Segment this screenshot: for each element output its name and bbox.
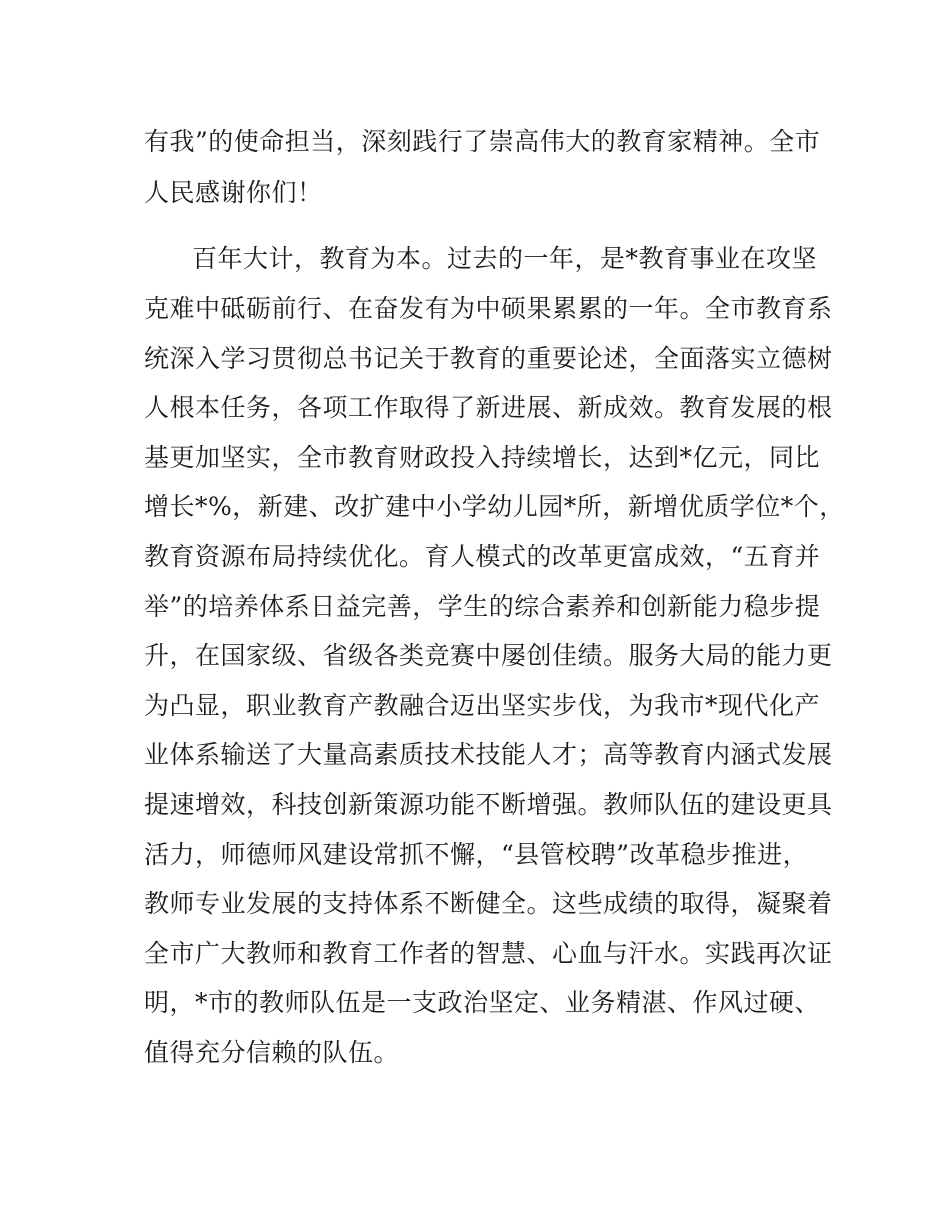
text-line: 提速增效，科技创新策源功能不断增强。教师队伍的建设更具 <box>144 790 833 819</box>
text-line: 人根本任务，各项工作取得了新进展、新成效。教育发展的根 <box>144 393 833 422</box>
text-line: 人民感谢你们！ <box>144 178 323 207</box>
text-line: 基更加坚实，全市教育财政投入持续增长，达到*亿元，同比 <box>144 443 821 472</box>
text-line: 百年大计，教育为本。过去的一年，是*教育事业在攻坚 <box>192 244 818 273</box>
text-line: 教师专业发展的支持体系不断健全。这些成绩的取得，凝聚着 <box>144 889 833 918</box>
text-line: 明，*市的教师队伍是一支政治坚定、业务精湛、作风过硬、 <box>144 988 821 1017</box>
text-line: 业体系输送了大量高素质技术技能人才；高等教育内涵式发展 <box>144 740 833 769</box>
text-line: 升，在国家级、省级各类竞赛中屡创佳绩。服务大局的能力更 <box>144 641 833 670</box>
text-line: 活力，师德师风建设常抓不懈，“县管校聘”改革稳步推进， <box>144 840 809 869</box>
text-line: 值得充分信赖的队伍。 <box>144 1038 400 1067</box>
text-line: 克难中砥砺前行、在奋发有为中硕果累累的一年。全市教育系 <box>144 294 833 323</box>
text-line: 统深入学习贯彻总书记关于教育的重要论述，全面落实立德树 <box>144 344 833 373</box>
text-line: 全市广大教师和教育工作者的智慧、心血与汗水。实践再次证 <box>144 939 833 968</box>
text-line: 为凸显，职业教育产教融合迈出坚实步伐，为我市*现代化产 <box>144 691 821 720</box>
text-line: 增长*%，新建、改扩建中小学幼儿园*所，新增优质学位*个， <box>144 492 845 521</box>
text-line: 举”的培养体系日益完善，学生的综合素养和创新能力稳步提 <box>144 592 821 621</box>
text-line: 有我”的使命担当，深刻践行了崇高伟大的教育家精神。全市 <box>144 127 821 156</box>
text-line: 教育资源布局持续优化。育人模式的改革更富成效，“五育并 <box>144 542 821 571</box>
